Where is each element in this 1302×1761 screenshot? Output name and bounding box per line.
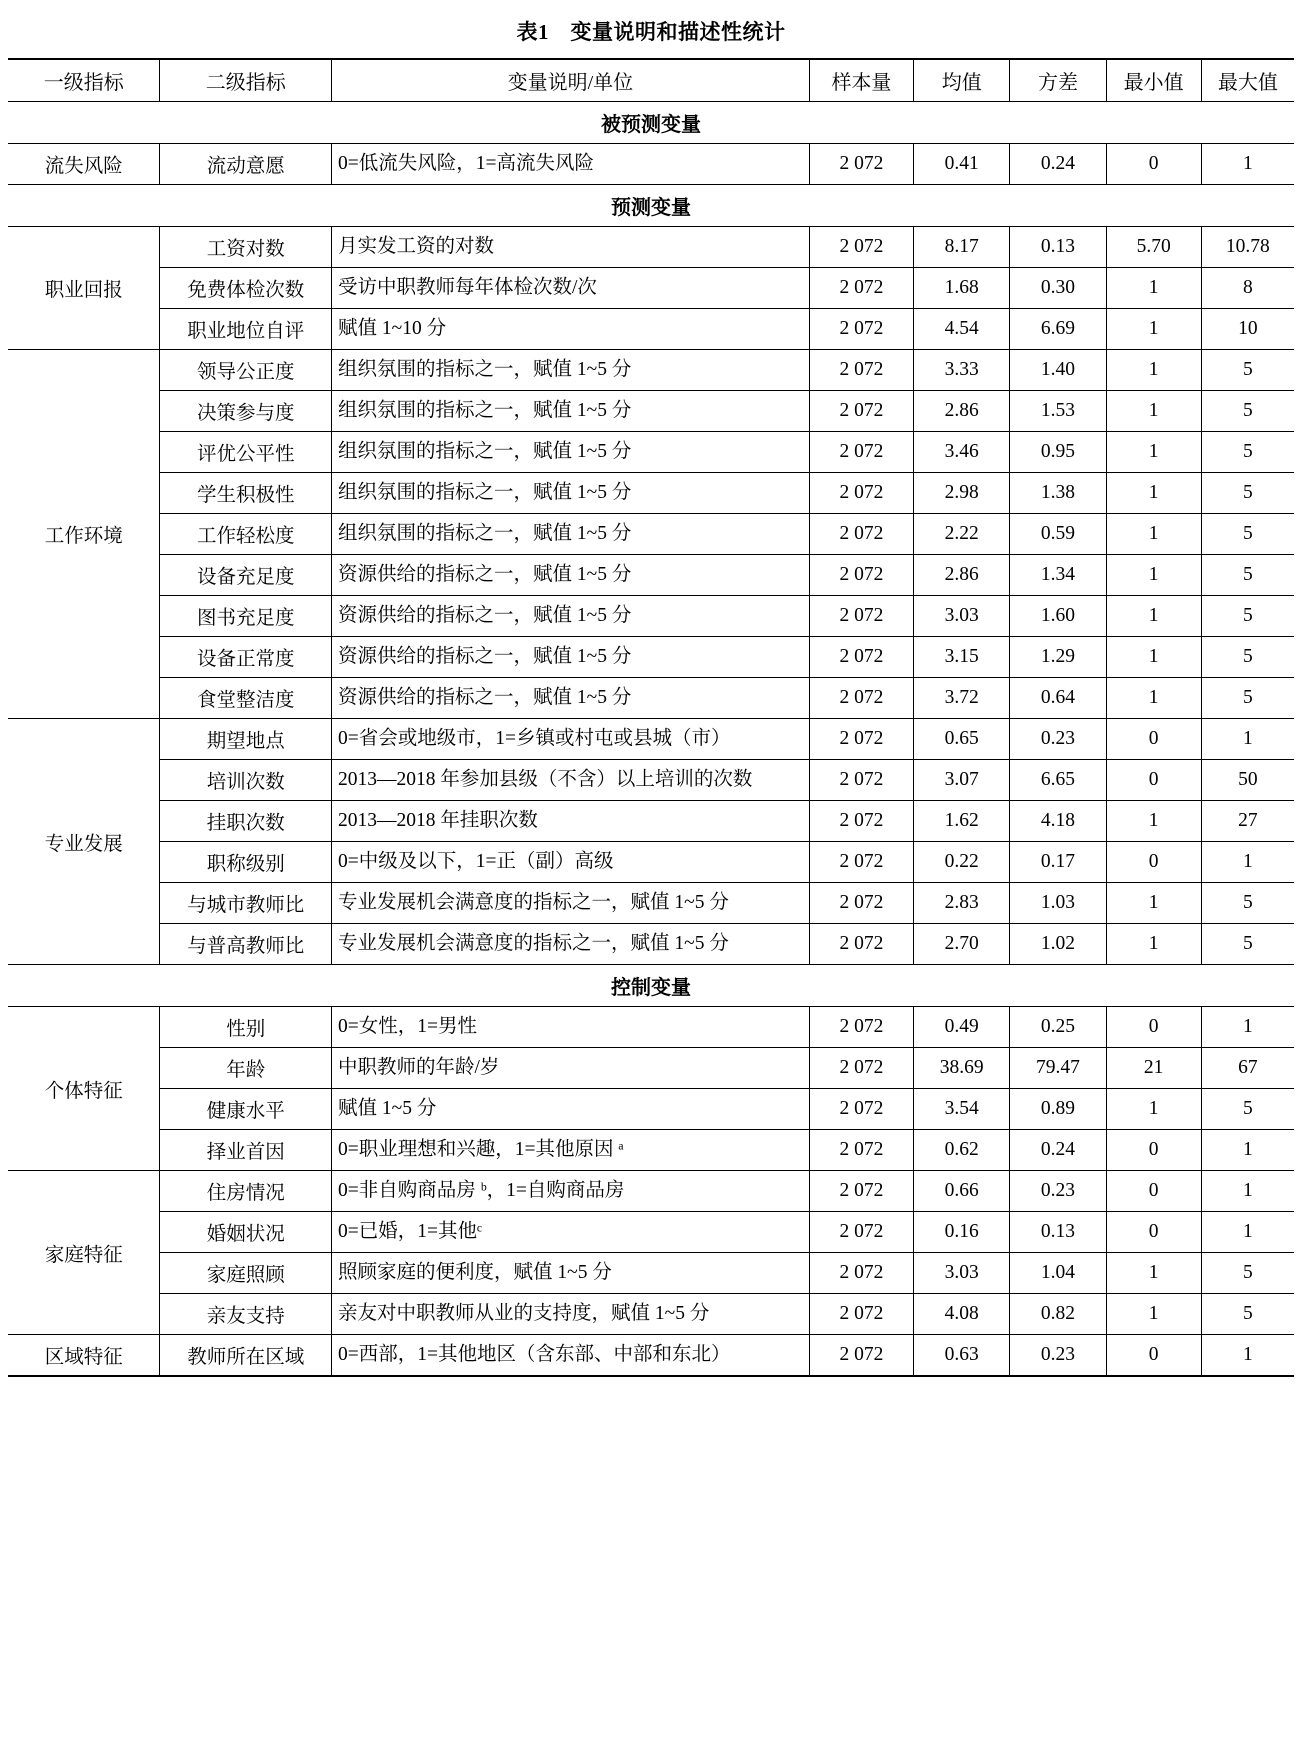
variable-description-cell: 月实发工资的对数 — [332, 227, 810, 268]
column-header-sample-size: 样本量 — [809, 59, 913, 102]
table-row — [8, 801, 1294, 842]
variable-description-cell: 赋值 1~5 分 — [332, 1089, 810, 1130]
min-cell: 1 — [1106, 391, 1201, 432]
table-row — [8, 596, 1294, 637]
variable-description-cell: 0=低流失风险，1=高流失风险 — [332, 144, 810, 185]
variance-cell: 0.59 — [1010, 514, 1106, 555]
section-header-row — [8, 185, 1294, 227]
sample-size-cell: 2 072 — [809, 801, 913, 842]
max-cell: 5 — [1201, 883, 1294, 924]
variance-cell: 0.23 — [1010, 1171, 1106, 1212]
variance-cell: 6.65 — [1010, 760, 1106, 801]
max-cell: 5 — [1201, 678, 1294, 719]
table-header — [8, 59, 1294, 102]
variable-description-cell: 0=职业理想和兴趣，1=其他原因 ᵃ — [332, 1130, 810, 1171]
max-cell: 5 — [1201, 514, 1294, 555]
variance-cell: 0.13 — [1010, 1212, 1106, 1253]
level2-indicator-cell: 工作轻松度 — [160, 514, 332, 555]
level2-indicator-cell: 住房情况 — [160, 1171, 332, 1212]
level1-indicator-cell: 职业回报 — [8, 227, 160, 350]
min-cell: 1 — [1106, 596, 1201, 637]
level1-indicator-cell: 个体特征 — [8, 1007, 160, 1171]
sample-size-cell: 2 072 — [809, 1048, 913, 1089]
min-cell: 1 — [1106, 1253, 1201, 1294]
variable-description-cell: 专业发展机会满意度的指标之一，赋值 1~5 分 — [332, 924, 810, 965]
sample-size-cell: 2 072 — [809, 842, 913, 883]
table-row — [8, 1130, 1294, 1171]
variable-description-cell: 0=中级及以下，1=正（副）高级 — [332, 842, 810, 883]
max-cell: 10 — [1201, 309, 1294, 350]
max-cell: 5 — [1201, 432, 1294, 473]
sample-size-cell: 2 072 — [809, 637, 913, 678]
variable-description-cell: 亲友对中职教师从业的支持度，赋值 1~5 分 — [332, 1294, 810, 1335]
min-cell: 1 — [1106, 514, 1201, 555]
max-cell: 5 — [1201, 924, 1294, 965]
min-cell: 0 — [1106, 1335, 1201, 1377]
max-cell: 1 — [1201, 842, 1294, 883]
sample-size-cell: 2 072 — [809, 596, 913, 637]
variance-cell: 1.53 — [1010, 391, 1106, 432]
variance-cell: 0.64 — [1010, 678, 1106, 719]
max-cell: 5 — [1201, 596, 1294, 637]
min-cell: 0 — [1106, 1007, 1201, 1048]
variance-cell: 1.34 — [1010, 555, 1106, 596]
sample-size-cell: 2 072 — [809, 678, 913, 719]
min-cell: 0 — [1106, 842, 1201, 883]
variable-description-cell: 0=省会或地级市，1=乡镇或村屯或县城（市） — [332, 719, 810, 760]
table-row — [8, 555, 1294, 596]
level1-indicator-cell: 工作环境 — [8, 350, 160, 719]
max-cell: 1 — [1201, 1335, 1294, 1377]
variance-cell: 1.04 — [1010, 1253, 1106, 1294]
level2-indicator-cell: 职业地位自评 — [160, 309, 332, 350]
level2-indicator-cell: 年龄 — [160, 1048, 332, 1089]
section-label: 预测变量 — [8, 185, 1294, 227]
level2-indicator-cell: 挂职次数 — [160, 801, 332, 842]
level2-indicator-cell: 教师所在区域 — [160, 1335, 332, 1377]
table-row — [8, 350, 1294, 391]
variance-cell: 0.17 — [1010, 842, 1106, 883]
mean-cell: 3.54 — [914, 1089, 1010, 1130]
sample-size-cell: 2 072 — [809, 1212, 913, 1253]
level2-indicator-cell: 工资对数 — [160, 227, 332, 268]
sample-size-cell: 2 072 — [809, 309, 913, 350]
column-header-level1: 一级指标 — [8, 59, 160, 102]
level2-indicator-cell: 图书充足度 — [160, 596, 332, 637]
mean-cell: 0.63 — [914, 1335, 1010, 1377]
variable-description-cell: 中职教师的年龄/岁 — [332, 1048, 810, 1089]
max-cell: 5 — [1201, 1089, 1294, 1130]
variance-cell: 0.82 — [1010, 1294, 1106, 1335]
variable-description-cell: 受访中职教师每年体检次数/次 — [332, 268, 810, 309]
sample-size-cell: 2 072 — [809, 514, 913, 555]
level2-indicator-cell: 婚姻状况 — [160, 1212, 332, 1253]
sample-size-cell: 2 072 — [809, 1007, 913, 1048]
table-row — [8, 883, 1294, 924]
min-cell: 1 — [1106, 801, 1201, 842]
section-header-row — [8, 965, 1294, 1007]
sample-size-cell: 2 072 — [809, 144, 913, 185]
table-title: 表1 变量说明和描述性统计 — [516, 20, 786, 44]
mean-cell: 1.68 — [914, 268, 1010, 309]
column-header-max: 最大值 — [1201, 59, 1294, 102]
level2-indicator-cell: 家庭照顾 — [160, 1253, 332, 1294]
variable-description-cell: 专业发展机会满意度的指标之一，赋值 1~5 分 — [332, 883, 810, 924]
sample-size-cell: 2 072 — [809, 883, 913, 924]
variance-cell: 1.03 — [1010, 883, 1106, 924]
section-header-row — [8, 102, 1294, 144]
table-row — [8, 1335, 1294, 1377]
sample-size-cell: 2 072 — [809, 719, 913, 760]
variance-cell: 1.29 — [1010, 637, 1106, 678]
max-cell: 1 — [1201, 1130, 1294, 1171]
max-cell: 1 — [1201, 719, 1294, 760]
level2-indicator-cell: 健康水平 — [160, 1089, 332, 1130]
variance-cell: 79.47 — [1010, 1048, 1106, 1089]
table-row — [8, 1253, 1294, 1294]
variable-statistics-table — [8, 58, 1294, 1377]
min-cell: 1 — [1106, 268, 1201, 309]
table-row — [8, 473, 1294, 514]
level2-indicator-cell: 择业首因 — [160, 1130, 332, 1171]
min-cell: 1 — [1106, 883, 1201, 924]
min-cell: 0 — [1106, 719, 1201, 760]
table-row — [8, 1048, 1294, 1089]
min-cell: 0 — [1106, 760, 1201, 801]
variance-cell: 1.02 — [1010, 924, 1106, 965]
variable-description-cell: 0=女性，1=男性 — [332, 1007, 810, 1048]
mean-cell: 3.33 — [914, 350, 1010, 391]
sample-size-cell: 2 072 — [809, 473, 913, 514]
min-cell: 0 — [1106, 1171, 1201, 1212]
min-cell: 1 — [1106, 473, 1201, 514]
sample-size-cell: 2 072 — [809, 1253, 913, 1294]
mean-cell: 38.69 — [914, 1048, 1010, 1089]
level2-indicator-cell: 评优公平性 — [160, 432, 332, 473]
variable-description-cell: 资源供给的指标之一，赋值 1~5 分 — [332, 555, 810, 596]
variable-description-cell: 0=已婚，1=其他ᶜ — [332, 1212, 810, 1253]
max-cell: 10.78 — [1201, 227, 1294, 268]
mean-cell: 0.49 — [914, 1007, 1010, 1048]
table-row — [8, 637, 1294, 678]
mean-cell: 4.54 — [914, 309, 1010, 350]
mean-cell: 0.22 — [914, 842, 1010, 883]
min-cell: 21 — [1106, 1048, 1201, 1089]
table-row — [8, 268, 1294, 309]
variable-description-cell: 0=西部，1=其他地区（含东部、中部和东北） — [332, 1335, 810, 1377]
table-row — [8, 924, 1294, 965]
table-row — [8, 1212, 1294, 1253]
table-row — [8, 1089, 1294, 1130]
variance-cell: 0.23 — [1010, 1335, 1106, 1377]
mean-cell: 0.16 — [914, 1212, 1010, 1253]
min-cell: 0 — [1106, 144, 1201, 185]
min-cell: 1 — [1106, 1294, 1201, 1335]
variance-cell: 0.30 — [1010, 268, 1106, 309]
mean-cell: 4.08 — [914, 1294, 1010, 1335]
table-row — [8, 1007, 1294, 1048]
column-header-variance: 方差 — [1010, 59, 1106, 102]
table-header-row — [8, 59, 1294, 102]
min-cell: 1 — [1106, 678, 1201, 719]
sample-size-cell: 2 072 — [809, 1171, 913, 1212]
level2-indicator-cell: 食堂整洁度 — [160, 678, 332, 719]
mean-cell: 0.66 — [914, 1171, 1010, 1212]
column-header-min: 最小值 — [1106, 59, 1201, 102]
column-header-description: 变量说明/单位 — [332, 59, 810, 102]
table-row — [8, 678, 1294, 719]
table-row — [8, 432, 1294, 473]
sample-size-cell: 2 072 — [809, 1130, 913, 1171]
table-row — [8, 309, 1294, 350]
section-label: 被预测变量 — [8, 102, 1294, 144]
level2-indicator-cell: 与普高教师比 — [160, 924, 332, 965]
min-cell: 0 — [1106, 1130, 1201, 1171]
level2-indicator-cell: 培训次数 — [160, 760, 332, 801]
max-cell: 5 — [1201, 391, 1294, 432]
variable-description-cell: 资源供给的指标之一，赋值 1~5 分 — [332, 596, 810, 637]
section-label: 控制变量 — [8, 965, 1294, 1007]
variance-cell: 0.23 — [1010, 719, 1106, 760]
max-cell: 1 — [1201, 1171, 1294, 1212]
level1-indicator-cell: 专业发展 — [8, 719, 160, 965]
max-cell: 5 — [1201, 555, 1294, 596]
level2-indicator-cell: 决策参与度 — [160, 391, 332, 432]
mean-cell: 3.46 — [914, 432, 1010, 473]
variance-cell: 0.89 — [1010, 1089, 1106, 1130]
variance-cell: 0.24 — [1010, 1130, 1106, 1171]
variance-cell: 1.60 — [1010, 596, 1106, 637]
variable-description-cell: 组织氛围的指标之一，赋值 1~5 分 — [332, 432, 810, 473]
variable-description-cell: 0=非自购商品房 ᵇ，1=自购商品房 — [332, 1171, 810, 1212]
variance-cell: 6.69 — [1010, 309, 1106, 350]
variance-cell: 1.38 — [1010, 473, 1106, 514]
mean-cell: 2.98 — [914, 473, 1010, 514]
mean-cell: 1.62 — [914, 801, 1010, 842]
level2-indicator-cell: 领导公正度 — [160, 350, 332, 391]
max-cell: 50 — [1201, 760, 1294, 801]
level1-indicator-cell: 流失风险 — [8, 144, 160, 185]
variable-description-cell: 资源供给的指标之一，赋值 1~5 分 — [332, 678, 810, 719]
mean-cell: 2.86 — [914, 391, 1010, 432]
min-cell: 1 — [1106, 924, 1201, 965]
table-row — [8, 719, 1294, 760]
sample-size-cell: 2 072 — [809, 1089, 913, 1130]
min-cell: 1 — [1106, 637, 1201, 678]
mean-cell: 3.03 — [914, 596, 1010, 637]
table-row — [8, 227, 1294, 268]
max-cell: 1 — [1201, 1212, 1294, 1253]
sample-size-cell: 2 072 — [809, 391, 913, 432]
column-header-level2: 二级指标 — [160, 59, 332, 102]
max-cell: 5 — [1201, 473, 1294, 514]
table-row — [8, 144, 1294, 185]
table-row — [8, 391, 1294, 432]
level2-indicator-cell: 流动意愿 — [160, 144, 332, 185]
mean-cell: 0.62 — [914, 1130, 1010, 1171]
level2-indicator-cell: 性别 — [160, 1007, 332, 1048]
table-row — [8, 760, 1294, 801]
level1-indicator-cell: 家庭特征 — [8, 1171, 160, 1335]
variance-cell: 4.18 — [1010, 801, 1106, 842]
variance-cell: 0.25 — [1010, 1007, 1106, 1048]
variance-cell: 0.95 — [1010, 432, 1106, 473]
table-body — [8, 102, 1294, 1377]
min-cell: 0 — [1106, 1212, 1201, 1253]
mean-cell: 8.17 — [914, 227, 1010, 268]
max-cell: 67 — [1201, 1048, 1294, 1089]
table-row — [8, 1294, 1294, 1335]
mean-cell: 2.86 — [914, 555, 1010, 596]
min-cell: 5.70 — [1106, 227, 1201, 268]
table-row — [8, 1171, 1294, 1212]
level2-indicator-cell: 学生积极性 — [160, 473, 332, 514]
sample-size-cell: 2 072 — [809, 555, 913, 596]
level2-indicator-cell: 期望地点 — [160, 719, 332, 760]
mean-cell: 0.41 — [914, 144, 1010, 185]
max-cell: 5 — [1201, 1253, 1294, 1294]
max-cell: 5 — [1201, 637, 1294, 678]
variance-cell: 0.24 — [1010, 144, 1106, 185]
variable-description-cell: 组织氛围的指标之一，赋值 1~5 分 — [332, 350, 810, 391]
min-cell: 1 — [1106, 350, 1201, 391]
variable-description-cell: 组织氛围的指标之一，赋值 1~5 分 — [332, 514, 810, 555]
variable-description-cell: 资源供给的指标之一，赋值 1~5 分 — [332, 637, 810, 678]
variable-description-cell: 2013—2018 年挂职次数 — [332, 801, 810, 842]
table-row — [8, 842, 1294, 883]
mean-cell: 0.65 — [914, 719, 1010, 760]
sample-size-cell: 2 072 — [809, 1294, 913, 1335]
mean-cell: 2.70 — [914, 924, 1010, 965]
level2-indicator-cell: 免费体检次数 — [160, 268, 332, 309]
min-cell: 1 — [1106, 555, 1201, 596]
max-cell: 5 — [1201, 1294, 1294, 1335]
level2-indicator-cell: 与城市教师比 — [160, 883, 332, 924]
column-header-mean: 均值 — [914, 59, 1010, 102]
mean-cell: 2.22 — [914, 514, 1010, 555]
mean-cell: 3.07 — [914, 760, 1010, 801]
mean-cell: 3.72 — [914, 678, 1010, 719]
level2-indicator-cell: 职称级别 — [160, 842, 332, 883]
sample-size-cell: 2 072 — [809, 1335, 913, 1377]
sample-size-cell: 2 072 — [809, 432, 913, 473]
max-cell: 1 — [1201, 144, 1294, 185]
mean-cell: 3.15 — [914, 637, 1010, 678]
table-row — [8, 514, 1294, 555]
max-cell: 8 — [1201, 268, 1294, 309]
sample-size-cell: 2 072 — [809, 924, 913, 965]
level1-indicator-cell: 区域特征 — [8, 1335, 160, 1377]
level2-indicator-cell: 设备充足度 — [160, 555, 332, 596]
variance-cell: 1.40 — [1010, 350, 1106, 391]
max-cell: 1 — [1201, 1007, 1294, 1048]
variable-description-cell: 照顾家庭的便利度，赋值 1~5 分 — [332, 1253, 810, 1294]
max-cell: 5 — [1201, 350, 1294, 391]
mean-cell: 2.83 — [914, 883, 1010, 924]
sample-size-cell: 2 072 — [809, 227, 913, 268]
max-cell: 27 — [1201, 801, 1294, 842]
variable-description-cell: 赋值 1~10 分 — [332, 309, 810, 350]
min-cell: 1 — [1106, 309, 1201, 350]
level2-indicator-cell: 亲友支持 — [160, 1294, 332, 1335]
sample-size-cell: 2 072 — [809, 268, 913, 309]
sample-size-cell: 2 072 — [809, 350, 913, 391]
variance-cell: 0.13 — [1010, 227, 1106, 268]
sample-size-cell: 2 072 — [809, 760, 913, 801]
level2-indicator-cell: 设备正常度 — [160, 637, 332, 678]
mean-cell: 3.03 — [914, 1253, 1010, 1294]
variable-description-cell: 组织氛围的指标之一，赋值 1~5 分 — [332, 473, 810, 514]
variable-description-cell: 组织氛围的指标之一，赋值 1~5 分 — [332, 391, 810, 432]
min-cell: 1 — [1106, 432, 1201, 473]
min-cell: 1 — [1106, 1089, 1201, 1130]
variable-description-cell: 2013—2018 年参加县级（不含）以上培训的次数 — [332, 760, 810, 801]
